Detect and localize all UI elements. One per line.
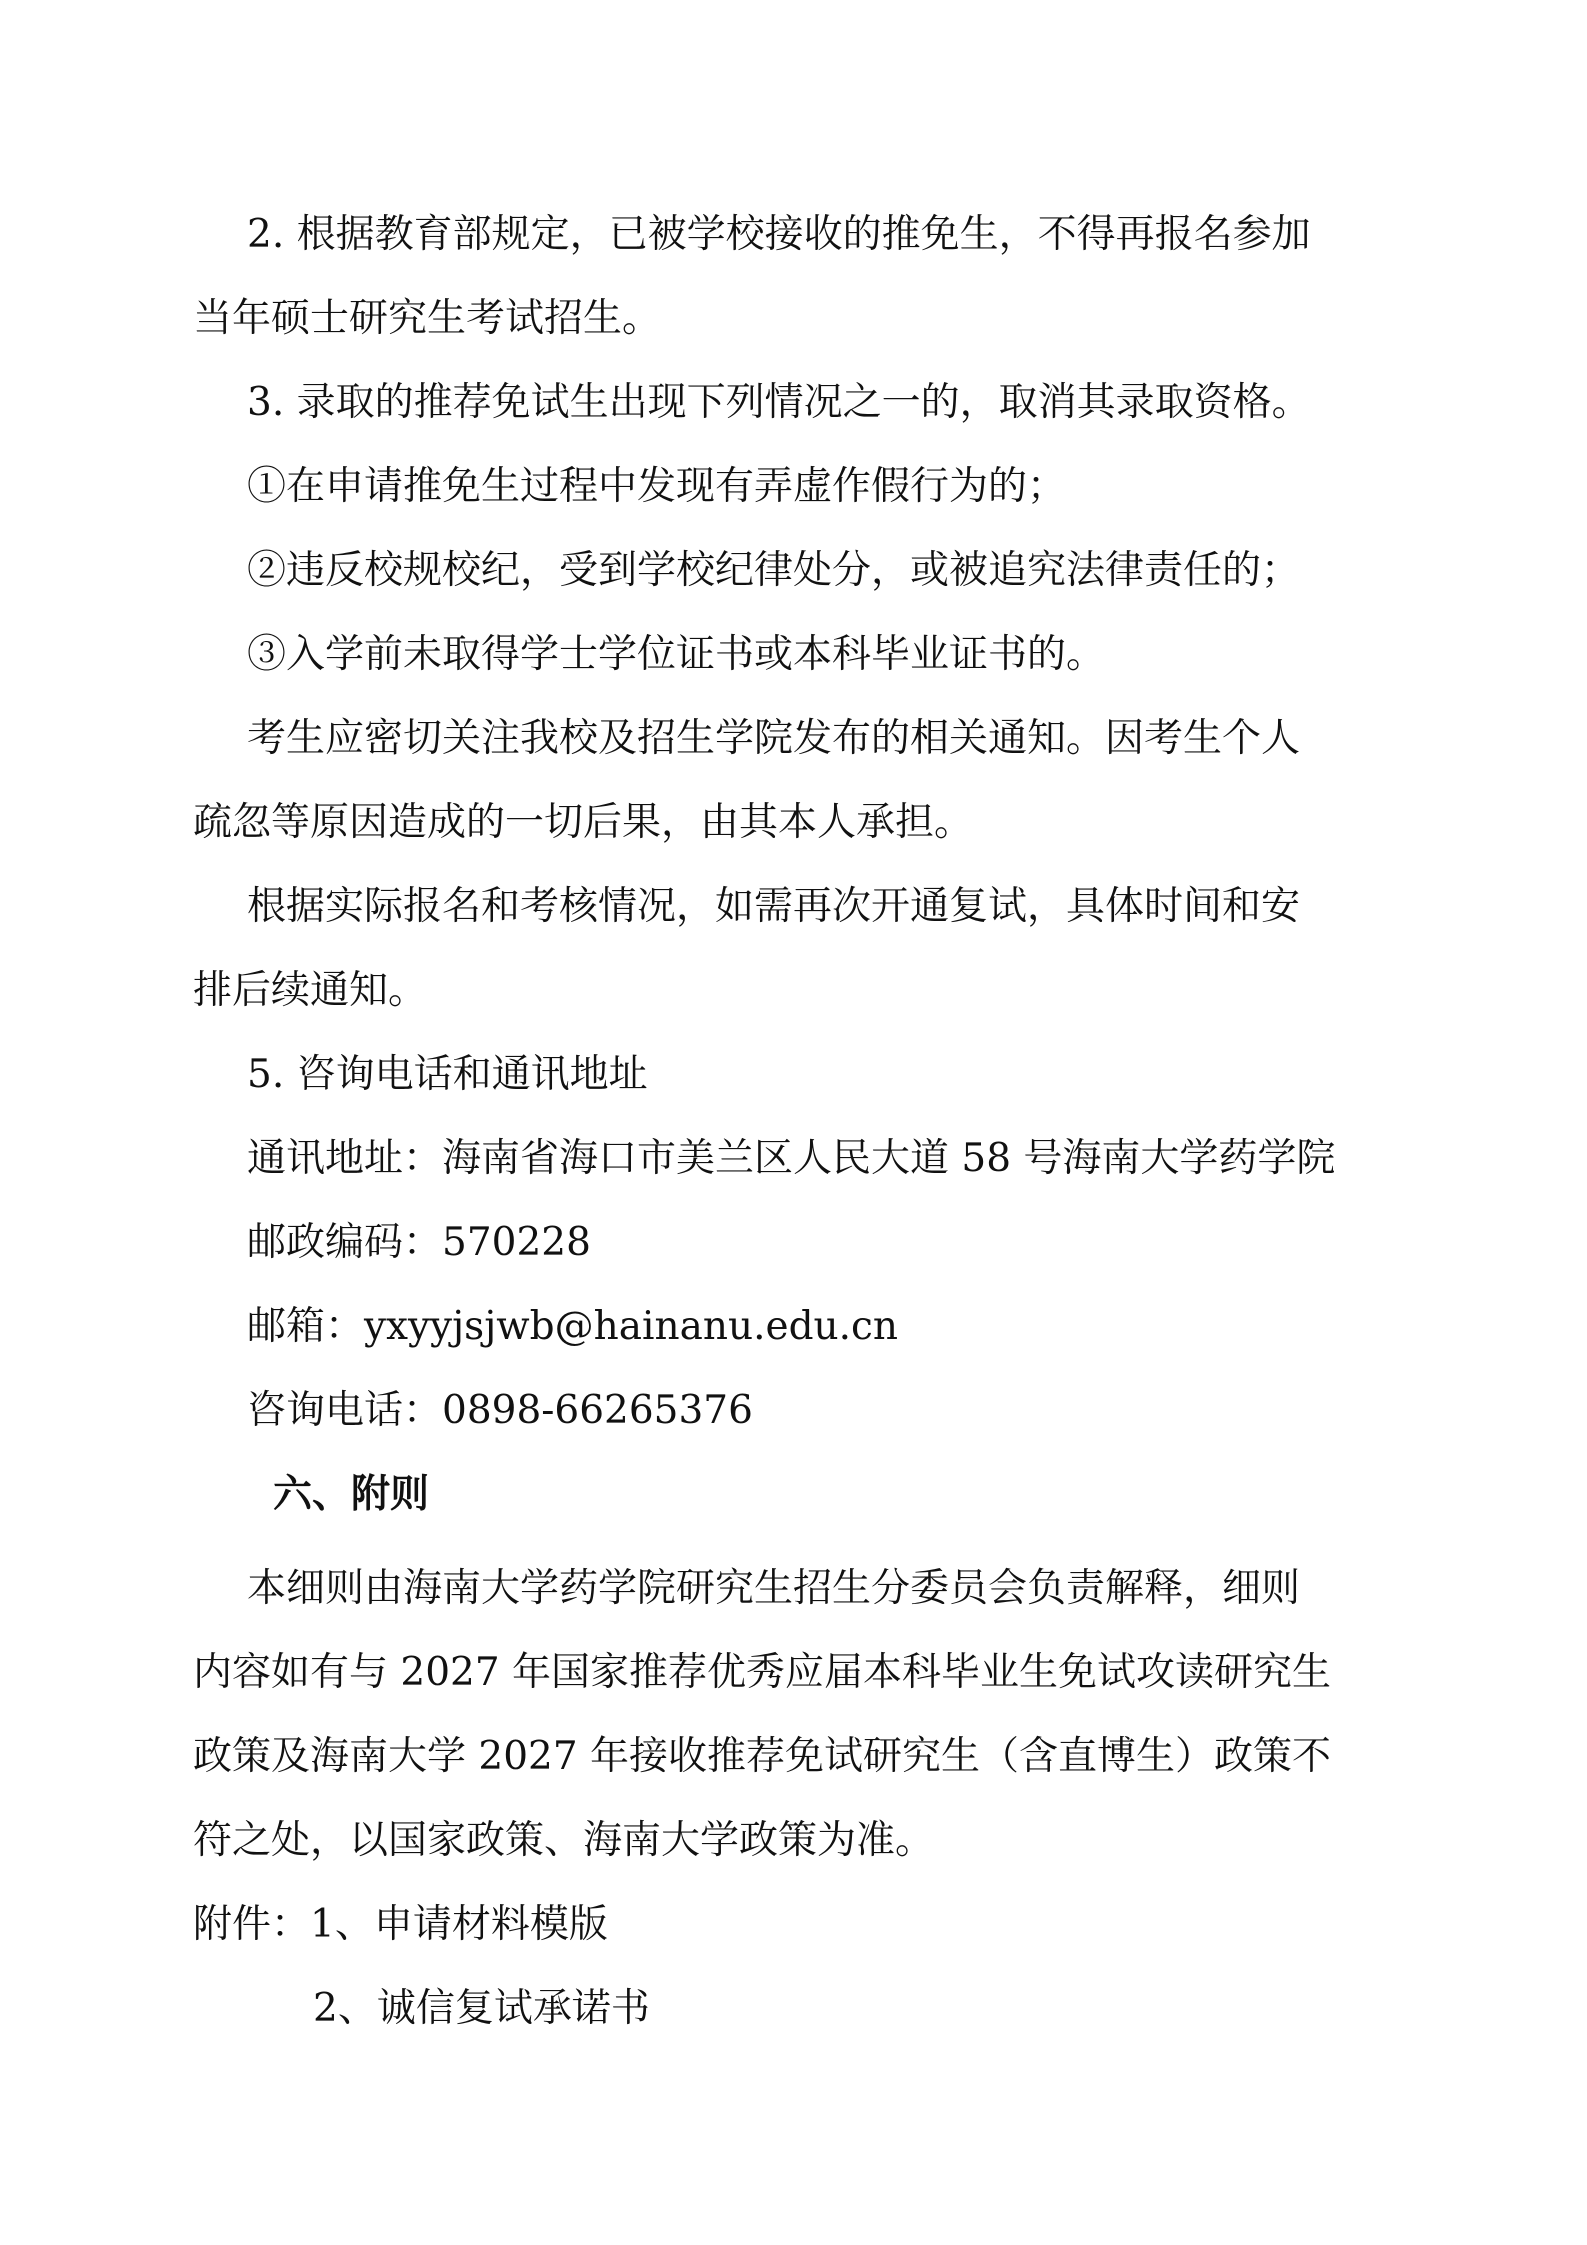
paragraph-line: 考生应密切关注我校及招生学院发布的相关通知。因考生个人 [247, 716, 1301, 761]
list-item: ②违反校规校纪，受到学校纪律处分，或被追究法律责任的； [247, 548, 1301, 593]
section-subheading: 5. 咨询电话和通讯地址 [247, 1052, 648, 1097]
contact-email: 邮箱：yxyyjsjwb@hainanu.edu.cn [247, 1304, 899, 1349]
paragraph-line: 当年硕士研究生考试招生。 [193, 296, 662, 341]
section-heading: 六、附则 [273, 1472, 430, 1517]
paragraph-line: 2. 根据教育部规定，已被学校接收的推免生，不得再报名参加 [247, 212, 1311, 257]
list-item: ①在申请推免生过程中发现有弄虚作假行为的； [247, 464, 1067, 509]
paragraph-line: 符之处，以国家政策、海南大学政策为准。 [193, 1818, 935, 1863]
attachment-item: 2、诚信复试承诺书 [313, 1986, 650, 2031]
list-item: ③入学前未取得学士学位证书或本科毕业证书的。 [247, 632, 1106, 677]
paragraph-line: 排后续通知。 [193, 968, 428, 1013]
contact-phone: 咨询电话：0898-66265376 [247, 1388, 753, 1433]
paragraph-line: 疏忽等原因造成的一切后果，由其本人承担。 [193, 800, 974, 845]
paragraph-line: 内容如有与 2027 年国家推荐优秀应届本科毕业生免试攻读研究生 [193, 1650, 1332, 1695]
contact-postal-code: 邮政编码：570228 [247, 1220, 591, 1265]
paragraph-line: 3. 录取的推荐免试生出现下列情况之一的，取消其录取资格。 [247, 380, 1311, 425]
paragraph-line: 根据实际报名和考核情况，如需再次开通复试，具体时间和安 [247, 884, 1301, 929]
paragraph-line: 政策及海南大学 2027 年接收推荐免试研究生（含直博生）政策不 [193, 1734, 1332, 1779]
contact-address: 通讯地址：海南省海口市美兰区人民大道 58 号海南大学药学院 [247, 1136, 1336, 1181]
attachment-item: 附件：1、申请材料模版 [193, 1902, 608, 1947]
paragraph-line: 本细则由海南大学药学院研究生招生分委员会负责解释，细则 [247, 1566, 1301, 1611]
